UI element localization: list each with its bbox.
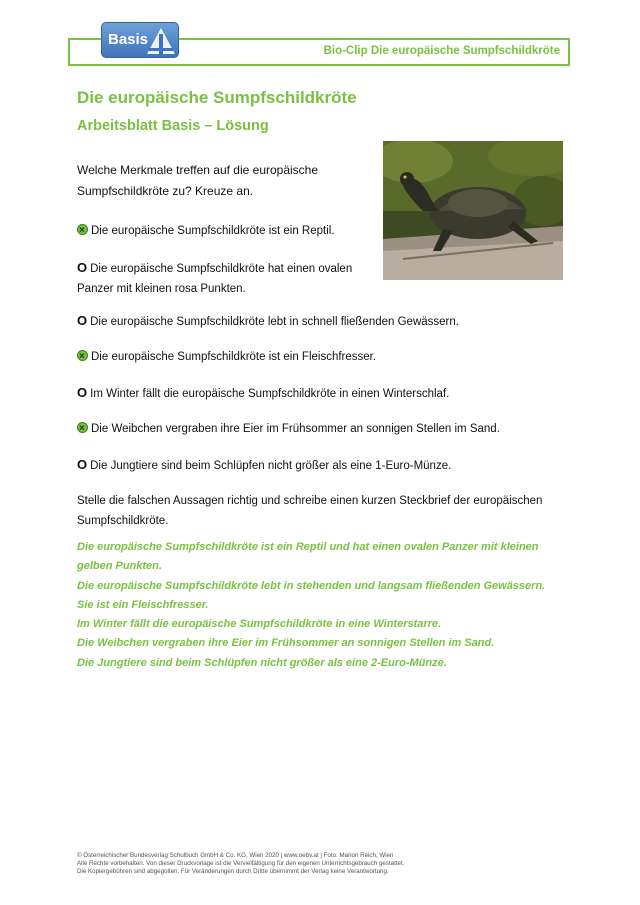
copyright-footer [77,852,404,876]
solution-line: Sie ist ein Fleischfresser. [77,598,209,611]
checkbox-empty-icon: O [77,385,88,400]
solution-line: Die europäische Sumpfschildkröte ist ein Reptil und hat einen ovalen Panzer mit kleinen [77,541,539,553]
list-item [77,347,547,367]
footer-line: Die Kopiergebühren sind abgegolten. Für Veränderungen durch Dritte übernimmt der Verlag keine Verantwortung. [77,868,389,875]
solution-line: gelben Punkten. [77,560,162,573]
item-text: Die europäische Sumpfschildkröte ist ein Fleischfresser. [91,351,377,363]
task-line: Sumpfschildkröte. [77,515,169,527]
checkbox-checked-icon [77,350,88,361]
footer-line: Alle Rechte vorbehalten. Von dieser Druckvorlage ist die Vervielfältigung für den eigenen Unterrichtsgebrauch gestattet. [77,860,405,867]
checkbox-checked-icon [77,224,88,235]
intro-text [77,160,367,202]
item-text: Panzer mit kleinen rosa Punkten. [77,283,246,295]
footer-line: © Österreichischer Bundesverlag Schulbuch GmbH & Co. KG, Wien 2020 | www.oebv.at | Foto: Marion Reich, Wien [77,852,394,859]
intro-line: Sumpfschildkröte zu? Kreuze an. [77,184,254,198]
header-title: Bio-Clip Die europäische Sumpfschildkröte [323,45,560,57]
list-item [77,419,547,439]
list-item [77,455,547,476]
checkbox-empty-icon: O [77,313,88,328]
item-text: Die europäische Sumpfschildkröte lebt in schnell fließenden Gewässern. [90,316,459,328]
checkbox-empty-icon: O [77,260,88,275]
item-text: Die europäische Sumpfschildkröte hat einen ovalen [90,263,353,275]
checkbox-checked-icon [77,422,88,433]
list-item [77,258,547,299]
solution-line: Die Jungtiere sind beim Schlüpfen nicht größer als eine 2-Euro-Münze. [77,656,447,669]
item-text: Die europäische Sumpfschildkröte ist ein Reptil. [91,225,335,237]
item-text: Die Weibchen vergraben ihre Eier im Frühsommer an sonnigen Stellen im Sand. [91,423,500,435]
solution-line: Die Weibchen vergraben ihre Eier im Frühsommer an sonnigen Stellen im Sand. [77,637,495,650]
triangle-logo-icon [146,26,176,56]
solution-line: Im Winter fällt die europäische Sumpfschildkröte in eine Winterstarre. [77,618,442,631]
intro-line: Welche Merkmale treffen auf die europäische [77,163,319,177]
logo-text: Basis [108,31,149,48]
page-subtitle: Arbeitsblatt Basis – Lösung [77,118,269,134]
list-item [77,383,547,404]
page-title: Die europäische Sumpfschildkröte [77,88,357,107]
checkbox-empty-icon: O [77,457,88,472]
item-text: Im Winter fällt die europäische Sumpfschildkröte in einen Winterschlaf. [90,388,450,400]
task-line: Stelle die falschen Aussagen richtig und schreibe einen kurzen Steckbrief der europäischen [77,495,543,507]
list-item [77,221,547,241]
solution-text [77,538,567,673]
task-instruction [77,491,557,531]
item-text: Die Jungtiere sind beim Schlüpfen nicht größer als eine 1-Euro-Münze. [90,460,452,472]
solution-line: Die europäische Sumpfschildkröte lebt in stehenden und langsam fließenden Gewässern. [77,579,546,592]
list-item [77,311,547,332]
basis-logo [101,22,179,58]
